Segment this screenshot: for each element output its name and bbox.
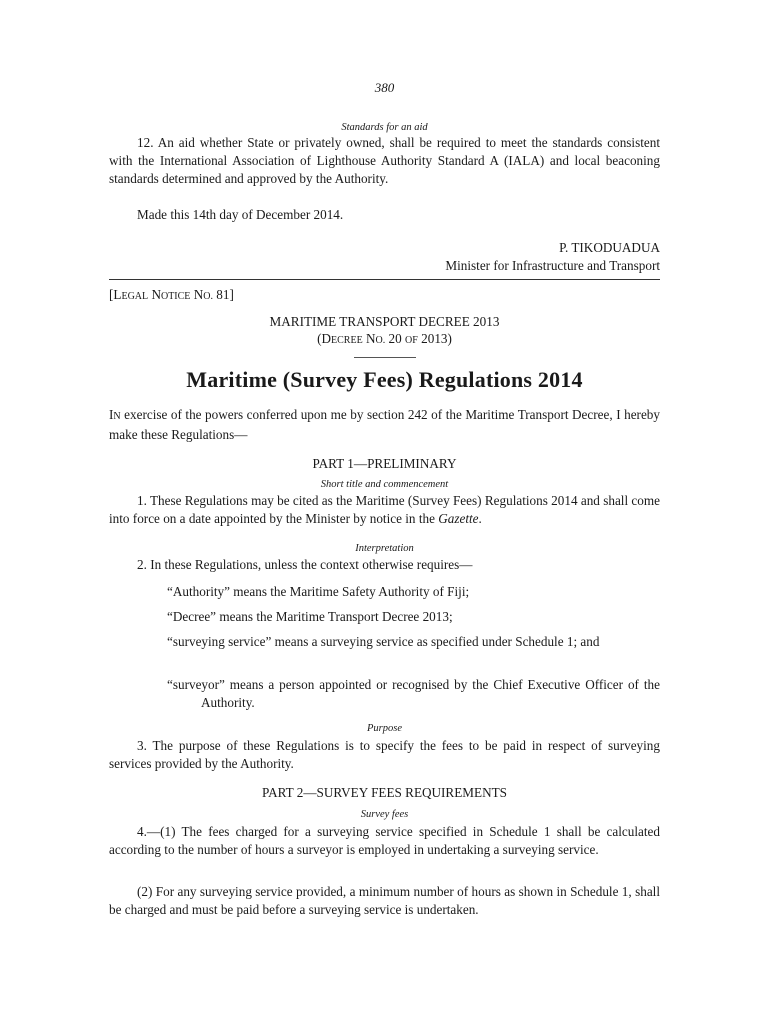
reg1-text: 1. These Regulations may be cited as the Maritime (Survey Fees) Regulations 2014 and shall come into force on a date appointed by the Minister by notice in the Gazette. <box>109 493 660 526</box>
legal-notice-number: [LEGAL NOTICE NO. 81] <box>109 287 234 302</box>
reg4-para2: (2) For any surveying service provided, a minimum number of hours as shown in Schedule 1, shall be charged and must be paid before a surveying service is undertaken. <box>109 884 660 917</box>
page-number: 380 <box>374 80 395 95</box>
definition-surveying-service: “surveying service” means a surveying service as specified under Schedule 1; and <box>167 634 600 649</box>
reg2-text: 2. In these Regulations, unless the context otherwise requires— <box>137 557 473 572</box>
made-this-date: Made this 14th day of December 2014. <box>137 207 344 222</box>
gazette-italic: Gazette <box>438 511 479 526</box>
short-rule <box>354 357 416 358</box>
reg3-text: 3. The purpose of these Regulations is to specify the fees to be paid in respect of surveying services provided by the Authority. <box>109 738 660 771</box>
reg4-heading: Survey fees <box>360 809 409 820</box>
decree-name: MARITIME TRANSPORT DECREE 2013 <box>269 314 500 329</box>
definition-decree: “Decree” means the Maritime Transport Decree 2013; <box>167 609 453 624</box>
signatory-title: Minister for Infrastructure and Transport <box>445 258 660 273</box>
definition-surveyor: “surveyor” means a person appointed or recognised by the Chief Executive Officer of the Authority. <box>167 677 660 710</box>
preamble: IN exercise of the powers conferred upon me by section 242 of the Maritime Transport Decree, I hereby make these Regulations— <box>109 407 660 442</box>
signatory-name: P. TIKODUADUA <box>559 240 660 255</box>
reg4-para1: 4.—(1) The fees charged for a surveying service specified in Schedule 1 shall be calculated according to the number of hours a surveyor is employed in undertaking a surveying service. <box>109 824 660 857</box>
definition-authority: “Authority” means the Maritime Safety Authority of Fiji; <box>167 584 470 599</box>
reg2-heading: Interpretation <box>355 543 414 554</box>
part-1-heading: PART 1—PRELIMINARY <box>312 456 457 471</box>
decree-number: (DECREE NO. 20 OF 2013) <box>317 331 452 346</box>
reg12-heading: Standards for an aid <box>341 122 428 133</box>
divider-rule <box>109 279 660 280</box>
reg3-heading: Purpose <box>367 723 402 734</box>
part-2-heading: PART 2—SURVEY FEES REQUIREMENTS <box>262 785 507 800</box>
regulations-title: Maritime (Survey Fees) Regulations 2014 <box>186 367 583 392</box>
reg12-text: 12. An aid whether State or privately owned, shall be required to meet the standards consistent with the International Association of Lighthouse Authority Standard A (IALA) and local beaconing standards determined and approved by the Authority. <box>109 135 660 186</box>
reg1-heading: Short title and commencement <box>320 479 449 490</box>
